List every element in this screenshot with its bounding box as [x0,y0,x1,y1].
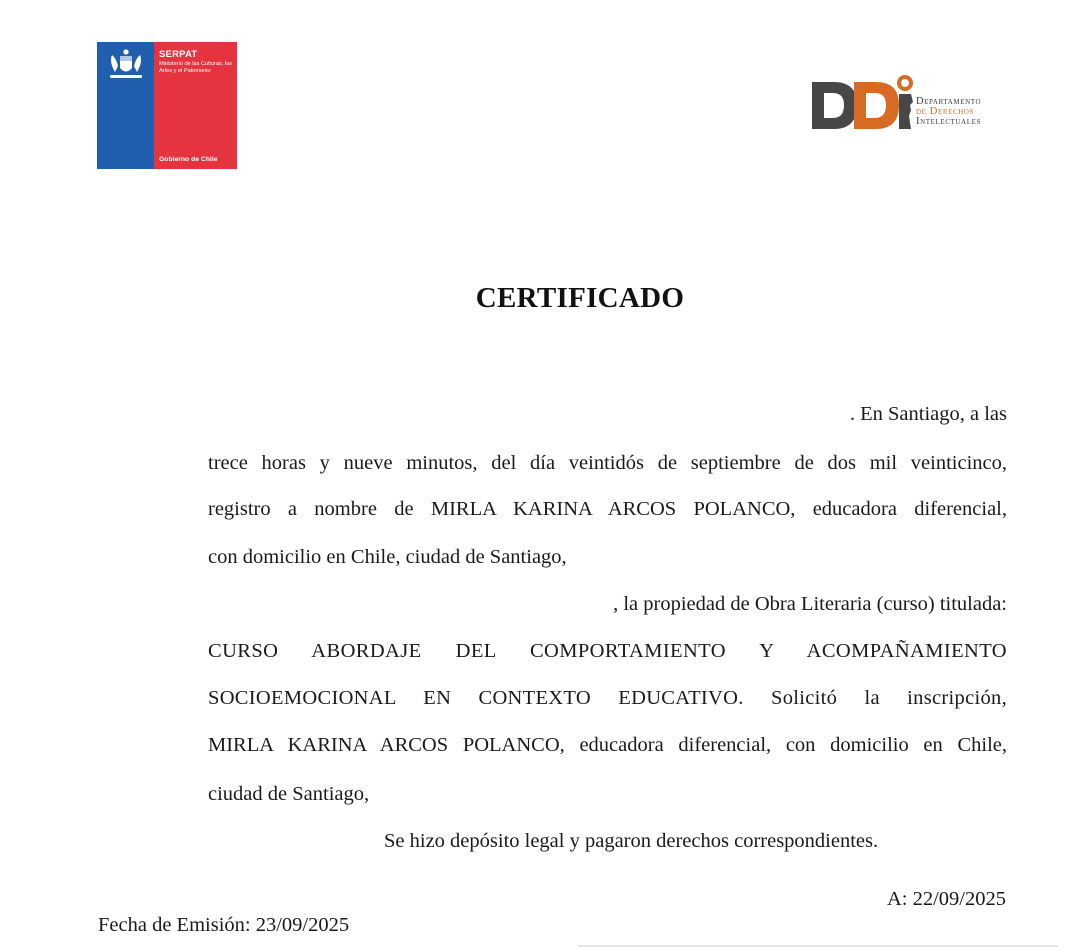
body-line-10: Se hizo depósito legal y pagaron derechos correspondientes. [384,830,879,852]
body-line-4: con domicilio en Chile, ciudad de Santiago, [208,546,567,568]
body-line-2: trece horas y nueve minutos, del día veintidós de septiembre de dos mil veinticinco, [208,452,1007,474]
serpat-logo [97,42,237,169]
document-title: CERTIFICADO [475,282,685,314]
ddi-logo [810,72,1010,134]
ddi-logo-line2: de Derechos [916,106,975,117]
serpat-logo-government: Gobierno de Chile [159,156,218,163]
ddi-logo-text [916,97,981,127]
ddi-logo-line3: Intelectuales [916,116,981,127]
document-date: A: 22/09/2025 [886,888,1006,910]
body-line-7: SOCIOEMOCIONAL EN CONTEXTO EDUCATIVO. Solicitó la inscripción, [208,687,1007,709]
ddi-logo-line1: Departamento [916,96,982,107]
serpat-logo-blue-panel [97,42,154,169]
body-line-6: CURSO ABORDAJE DEL COMPORTAMIENTO Y ACOMPAÑAMIENTO [208,640,1007,662]
serpat-logo-red-panel [154,42,237,169]
body-line-5: , la propiedad de Obra Literaria (curso) titulada: [613,593,1007,615]
body-line-8: MIRLA KARINA ARCOS POLANCO, educadora diferencial, con domicilio en Chile, [208,734,1007,756]
body-line-3: registro a nombre de MIRLA KARINA ARCOS POLANCO, educadora diferencial, [208,498,1007,520]
body-line-9: ciudad de Santiago, [208,783,370,805]
serpat-logo-name: SERPAT [159,49,198,60]
serpat-logo-ministry: Ministerio de las Culturas, las Artes y el Patrimonio [159,61,233,74]
coat-of-arms-icon [103,48,149,84]
footer-divider [578,945,1058,947]
ddi-monogram-icon [810,72,918,134]
body-line-1: . En Santiago, a las [849,403,1007,425]
issue-date: Fecha de Emisión: 23/09/2025 [98,914,350,936]
